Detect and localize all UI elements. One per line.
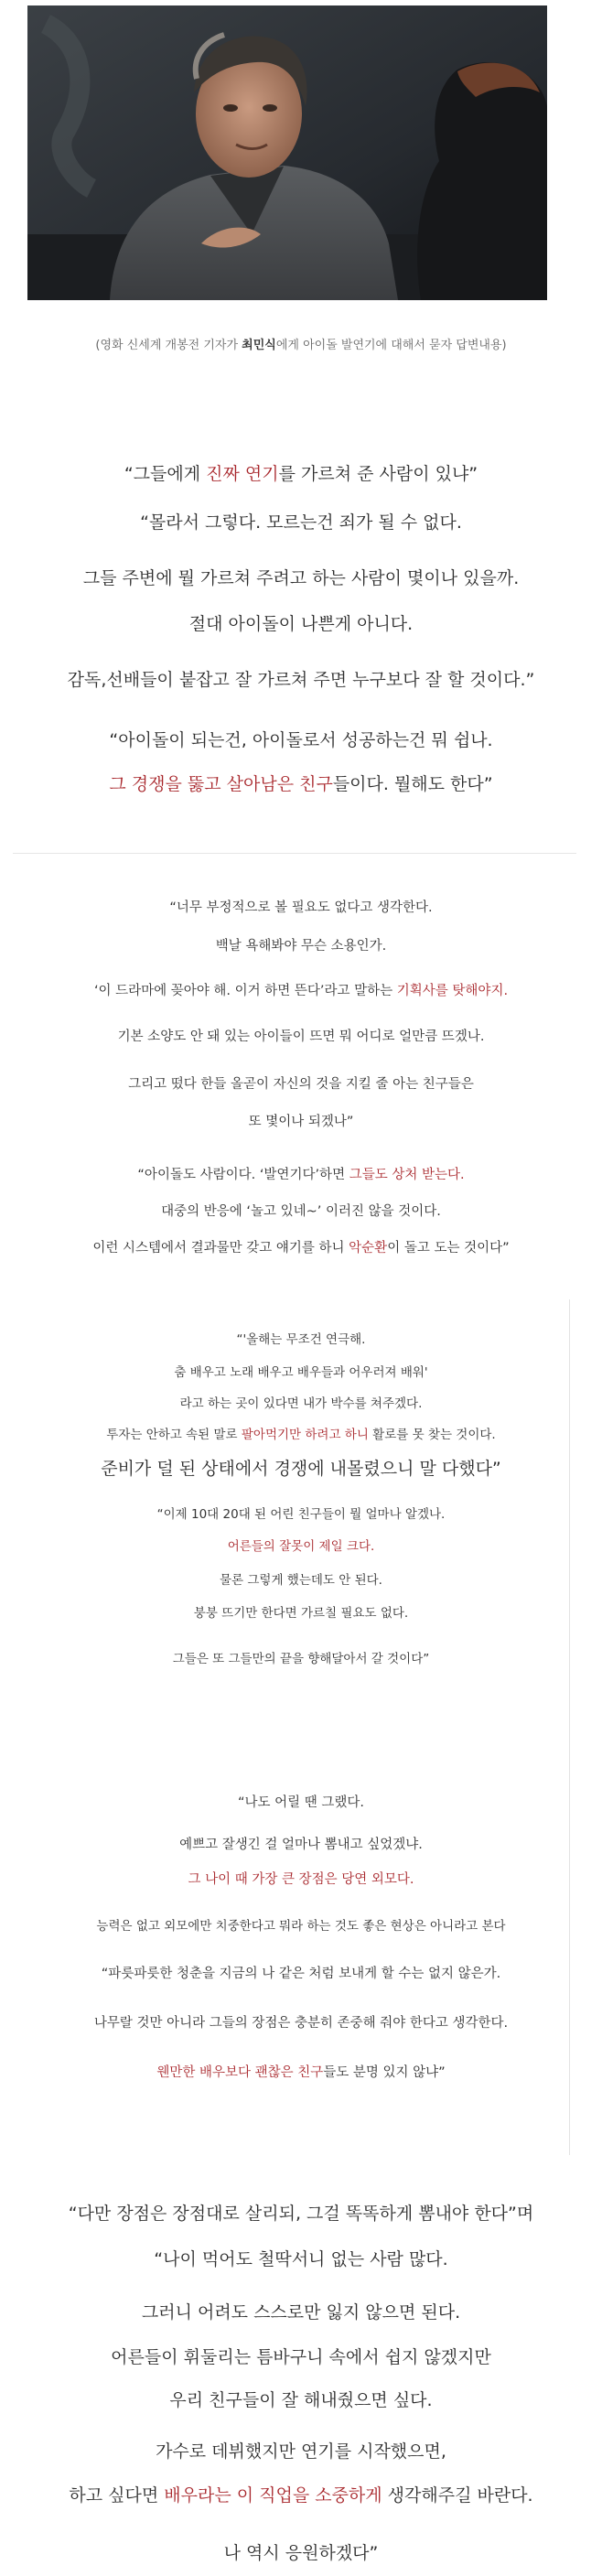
quote-line: 가수로 데뷔했지만 연기를 시작했으면, <box>156 2441 446 2462</box>
quote-line: 어른들이 휘둘리는 틈바구니 속에서 쉽지 않겠지만 <box>111 2347 491 2367</box>
quote-line: “'올해는 무조건 연극해. <box>236 1332 366 1347</box>
quote-line: 물론 그렇게 했는데도 안 된다. <box>220 1573 382 1588</box>
quote-line: 나 역시 응원하겠다” <box>223 2543 379 2563</box>
quote-line: 기본 소양도 안 돼 있는 아이들이 뜨면 뭐 어디로 얼만큼 뜨겠나. <box>117 1029 485 1044</box>
quote-line: “너무 부정적으로 볼 필요도 없다고 생각한다. <box>169 900 433 915</box>
quote-line: 어른들의 잘못이 제일 크다. <box>227 1539 375 1554</box>
quote-line: “나도 어릴 땐 그랬다. <box>237 1795 364 1810</box>
interview-photo-icon <box>27 5 547 300</box>
quote-line: “아이돌도 사람이다. ‘발연기다’하면 그들도 상처 받는다. <box>137 1168 465 1182</box>
photo-caption <box>0 335 602 352</box>
quote-line: “파릇파릇한 청춘을 지금의 나 같은 처럼 보내게 할 수는 없지 않은가. <box>101 1967 501 1981</box>
quote-line: 그리고 떴다 한들 올곧이 자신의 것을 지킬 줄 아는 친구들은 <box>128 1077 474 1092</box>
quote-line: 춤 배우고 노래 배우고 배우들과 어우러져 배워' <box>174 1365 428 1380</box>
quote-line: 그 경쟁을 뚫고 살아남은 친구들이다. 뭘해도 한다” <box>109 774 493 794</box>
quote-line: 이런 시스템에서 결과물만 갖고 얘기를 하니 악순환이 돌고 도는 것이다” <box>92 1241 510 1256</box>
interview-photo <box>27 5 547 300</box>
quote-line: 하고 싶다면 배우라는 이 직업을 소중하게 생각해주길 바란다. <box>69 2485 533 2506</box>
quote-line: 그들은 또 그들만의 끝을 향해달아서 갈 것이다” <box>172 1652 430 1666</box>
quote-line: 또 몇이나 되겠나” <box>248 1115 354 1129</box>
quote-line: 능력은 없고 외모에만 치중한다고 뭐라 하는 것도 좋은 현상은 아니라고 본다 <box>96 1919 506 1934</box>
quote-line: “몰라서 그렇다. 모르는건 죄가 될 수 없다. <box>140 512 462 533</box>
section-divider <box>13 853 576 854</box>
quote-line: “그들에게 진짜 연기를 가르쳐 준 사람이 있냐” <box>124 464 478 484</box>
quote-line: 투자는 안하고 속된 말로 팔아먹기만 하려고 하니 활로를 못 찾는 것이다. <box>106 1428 496 1442</box>
quote-line: 라고 하는 곳이 있다면 내가 박수를 쳐주겠다. <box>179 1396 423 1411</box>
quote-line: 백날 욕해봐야 무슨 소용인가. <box>215 939 387 954</box>
quote-line: 우리 친구들이 잘 해내줬으면 싶다. <box>169 2390 433 2410</box>
quote-line: 예쁘고 잘생긴 걸 얼마나 뽐내고 싶었겠냐. <box>179 1838 423 1852</box>
quote-line: “다만 장점은 장점대로 살리되, 그걸 똑똑하게 뽐내야 한다”며 <box>68 2204 534 2224</box>
quote-line: 그 나이 때 가장 큰 장점은 당연 외모다. <box>188 1872 414 1887</box>
caption-name: 최민식 <box>242 339 276 352</box>
quote-line: 그들 주변에 뭘 가르쳐 주려고 하는 사람이 몇이나 있을까. <box>82 568 520 588</box>
quote-line: 그러니 어려도 스스로만 잃지 않으면 된다. <box>141 2302 461 2323</box>
quote-line: 웬만한 배우보다 괜찮은 친구들도 분명 있지 않냐” <box>156 2065 446 2080</box>
quote-line: 준비가 덜 된 상태에서 경쟁에 내몰렸으니 말 다했다” <box>101 1459 501 1479</box>
quote-line: “나이 먹어도 철딱서니 없는 사람 많다. <box>154 2249 448 2269</box>
quote-line: 절대 아이돌이 나쁜게 아니다. <box>188 614 414 634</box>
quote-line: “아이돌이 되는건, 아이돌로서 성공하는건 뭐 쉽나. <box>109 730 493 750</box>
quote-line: “이제 10대 20대 된 어린 친구들이 뭘 얼마나 알겠나. <box>156 1507 446 1522</box>
quote-line: 붕붕 뜨기만 한다면 가르칠 필요도 없다. <box>193 1606 409 1621</box>
quote-line: 감독,선배들이 붙잡고 잘 가르쳐 주면 누구보다 잘 할 것이다.” <box>67 670 535 690</box>
caption-suffix: 에게 아이돌 발연기에 대해서 묻자 답변내용) <box>275 339 507 352</box>
quote-line: ‘이 드라마에 꽂아야 해. 이거 하면 뜬다’라고 말하는 기획사를 탓해야지. <box>93 984 509 998</box>
caption-prefix: (영화 신세계 개봉전 기자가 <box>95 339 242 352</box>
quote-line: 대중의 반응에 ‘놀고 있네~’ 이러진 않을 것이다. <box>161 1204 441 1219</box>
quote-line: 나무랄 것만 아니라 그들의 장점은 충분히 존중해 줘야 한다고 생각한다. <box>93 2016 509 2031</box>
